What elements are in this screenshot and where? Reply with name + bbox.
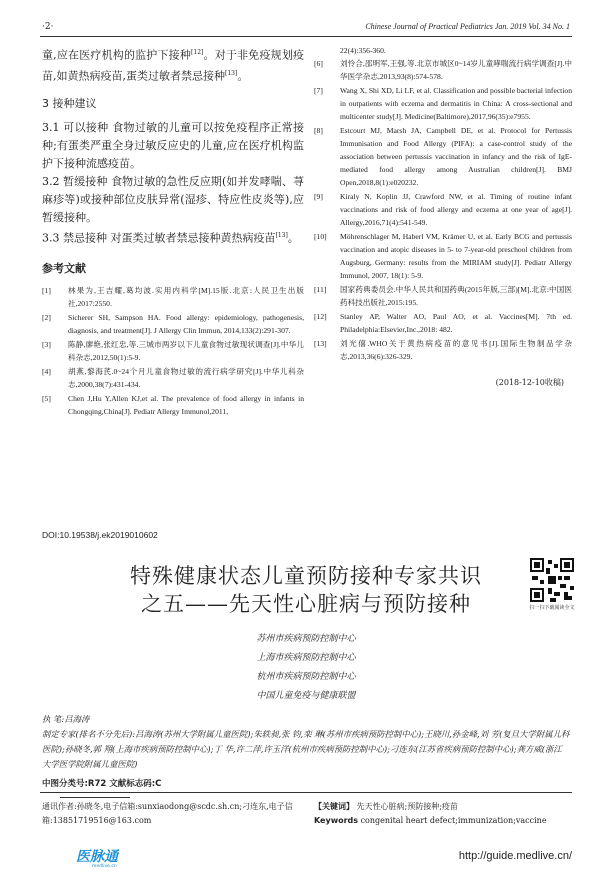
reference-list-left bbox=[42, 284, 304, 418]
organization: 杭州市疾病预防控制中心 bbox=[256, 672, 356, 682]
header-rule bbox=[40, 36, 572, 37]
reference-item: [1] 林果为,王吉耀,葛均波.实用内科学[M].15版.北京:人民卫生出版社,2017:2550. bbox=[42, 285, 304, 308]
reference-item: [6] 刘怜合,邵明军,王强,等.北京市城区0~14岁儿童哮喘流行病学调查[J].中华医学杂志,2013,93(8):574-578. bbox=[314, 59, 572, 81]
executive-author: 执 笔:吕海涛 bbox=[42, 714, 90, 724]
keywords-cn: 先天性心脏病;预防接种;疫苗 bbox=[356, 802, 458, 811]
intro-paragraph: 童,应在医疗机构的监护下接种[12]。对于非免疫规划疫苗,如黄热病疫苗,蛋类过敏者禁忌接种[13]。 bbox=[42, 48, 305, 83]
reference-item: [7] Wang X, Shi XD, Li LF, et al. Classification and possible bacterial infection in outpatients with eczema and dermatitis in China: A cross-sectional and multicenter study[J]. Medicine(Baltimore),2017,96(35):e7955. bbox=[314, 86, 572, 121]
references-heading: 参考文献 bbox=[42, 261, 86, 275]
page-number: ·2· bbox=[42, 22, 54, 32]
logo-text: 医脉通 bbox=[76, 849, 118, 865]
reference-continuation: 22(4):356-360. bbox=[340, 46, 386, 55]
reference-item: [12] Stanley AP, Walter AO, Paul AO, et al. Vaccines[M]. 7th ed. Philadelphia:Elsevier,Inc.,2018: 482. bbox=[314, 312, 572, 334]
reference-item: [13] 刘光僖.WHO关于黄热病疫苗的意见书[J].国际生物制品学杂志,2013,36(6):326-329. bbox=[314, 339, 572, 361]
logo-subtext: medlive.cn bbox=[92, 864, 117, 868]
right-column bbox=[314, 44, 572, 388]
reference-item: [8] Estcourt MJ, Marsh JA, Campbell DE, et al. Protocol for Pertussis Immunisation and Food Allergy (PIFA): a case-control study of the association between pertussis vaccination in infancy and the risk of IgE-mediated food allergy among Australian children[J]. BMJ Open,2018,8(1):e020232. bbox=[314, 126, 572, 187]
reference-item: [11] 国家药典委员会.中华人民共和国药典(2015年版,三部)[M].北京:中国医药科技出版社,2015:195. bbox=[314, 285, 572, 307]
expert-list: 制定专家(排名不分先后):吕海涛(苏州大学附属儿童医院);朱轶昶,张 钧,栾 琳(苏州市疾病预防控制中心);王晓川,孙金峰,刘 芳(复旦大学附属儿科医院);孙晓冬,郭 翔(上海市疾病预防控制中心);丁 华,许二萍,许玉洋(杭州市疾病预防控制中心);刁连东(江苏省疾病预防控制中心);龚方威(浙江大学医学院附属儿童医院) bbox=[42, 729, 570, 769]
classification: 中图分类号:R72 文献标志码:C bbox=[42, 779, 162, 789]
organization: 苏州市疾病预防控制中心 bbox=[256, 634, 356, 644]
classification-rule bbox=[40, 792, 572, 793]
reference-item: [9] Kiraly N, Koplin JJ, Crawford NW, et al. Timing of routine infant vaccinations and risk of food allergy and eczema at one year of age[J]. Allergy,2016,71(4):541-549. bbox=[314, 192, 572, 227]
correspondence: 通讯作者:孙晓冬,电子信箱:sunxiaodong@scdc.sh.cn;刁连东,电子信箱:13851719516@163.com bbox=[42, 802, 293, 825]
recommendation-3: 3.3 禁忌接种 对蛋类过敏者禁忌接种黄热病疫苗[13]。 bbox=[42, 231, 299, 245]
reference-item: [2] Sicherer SH, Sampson HA. Food allergy: epidemiology, pathogenesis, diagnosis, and treatment[J]. J Allergy Clin Immun, 2014,133(2):291-307. bbox=[42, 312, 304, 335]
title-line-2: 之五——先天性心脏病与预防接种 bbox=[141, 592, 471, 616]
keywords-en: congenital heart defect;immunization;vaccine bbox=[360, 816, 547, 825]
left-column bbox=[42, 44, 304, 419]
author-block bbox=[42, 712, 570, 772]
reference-item: [3] 陈静,廖艳,张红忠,等.三城市两岁以下儿童食物过敏现状调查[J].中华儿科杂志,2012,50(1):5-9. bbox=[42, 339, 304, 362]
qr-code-icon[interactable] bbox=[530, 558, 574, 602]
organization: 中国儿童免疫与健康联盟 bbox=[256, 691, 356, 701]
doi: DOI:10.19538/j.ek2019010602 bbox=[42, 530, 158, 540]
recommendation-1: 3.1 可以接种 食物过敏的儿童可以按免疫程序正常接种;有蛋类严重全身过敏反应史的儿童,应在医疗机构监护下接种流感疫苗。 bbox=[42, 121, 304, 171]
source-url[interactable]: http://guide.medlive.cn/ bbox=[458, 850, 572, 862]
article-title bbox=[0, 562, 612, 618]
organization: 上海市疾病预防控制中心 bbox=[256, 653, 356, 663]
received-date: (2018-12-10收稿) bbox=[495, 378, 564, 387]
keywords bbox=[314, 800, 574, 828]
title-line-1: 特殊健康状态儿童预防接种专家共识 bbox=[130, 564, 482, 588]
recommendation-2: 3.2 暂缓接种 食物过敏的急性反应期(如并发哮喘、荨麻疹等)或接种部位皮肤异常(湿疹、特应性皮炎等),应暂缓接种。 bbox=[42, 175, 304, 225]
section-heading: 3 接种建议 bbox=[42, 97, 97, 111]
reference-item: [10] Möhrenschlager M, Haberl VM, Krämer U, et al. Early BCG and pertussis vaccination and atopic diseases in 5- to 7-year-old preschool children from Augsburg, Germany: results from the MIRIAM study[J]. Pediatr Allergy Immunol, 2007, 18(1): 5-9. bbox=[314, 232, 572, 280]
organizations bbox=[0, 630, 612, 706]
medlive-logo-icon bbox=[72, 846, 142, 868]
journal-header: Chinese Journal of Practical Pediatrics Jan. 2019 Vol. 34 No. 1 bbox=[365, 22, 570, 31]
reference-item: [5] Chen J,Hu Y,Allen KJ,et al. The prevalence of food allergy in infants in Chongqing,China[J]. Pediatr Allergy Immunol,2011, bbox=[42, 393, 304, 416]
footnote-rule bbox=[60, 797, 130, 798]
reference-list-right bbox=[314, 57, 572, 363]
keywords-en-label: Keywords bbox=[314, 816, 359, 825]
qr-caption: 扫一扫下载阅读全文 bbox=[529, 605, 575, 611]
keywords-cn-label: 【关键词】 bbox=[314, 802, 354, 811]
reference-item: [4] 胡燕,黎海芪.0~24个月儿童食物过敏的流行病学研究[J].中华儿科杂志,2000,38(7):431-434. bbox=[42, 366, 304, 389]
